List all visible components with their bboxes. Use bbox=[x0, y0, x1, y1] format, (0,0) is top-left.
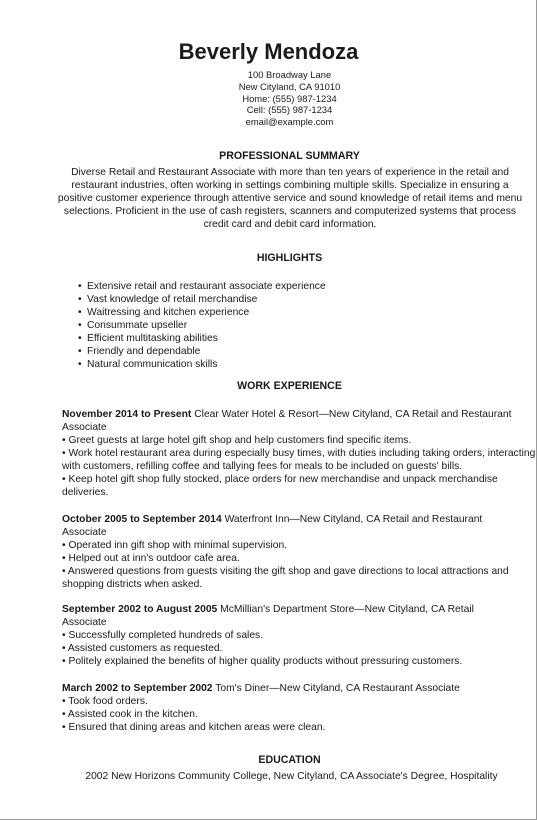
job-employer: McMillian's Department Store—New Cityland, CA Retail bbox=[220, 604, 474, 615]
job-duty: • Keep hotel gift shop fully stocked, place orders for new merchandise and unpack merchandise deliveries. bbox=[62, 474, 498, 498]
job-header bbox=[62, 682, 537, 695]
experience-heading: WORK EXPERIENCE bbox=[237, 380, 342, 392]
job-duty: • Operated inn gift shop with minimal supervision. bbox=[62, 540, 288, 551]
highlight-item: • Efficient multitasking abilities bbox=[78, 333, 218, 344]
job-duty: • Took food orders. bbox=[62, 696, 148, 707]
job-duty: • Helped out at inn's outdoor cafe area. bbox=[62, 553, 240, 564]
job-entry bbox=[62, 408, 537, 499]
job-header bbox=[62, 408, 537, 421]
job-title-cont: Associate bbox=[62, 422, 107, 433]
highlight-item: • Extensive retail and restaurant associate experience bbox=[78, 281, 326, 292]
highlight-item: • Friendly and dependable bbox=[78, 346, 201, 357]
email: email@example.com bbox=[245, 116, 334, 128]
job-duty: • Assisted customers as requested. bbox=[62, 643, 223, 654]
job-duty: • Successfully completed hundreds of sales. bbox=[62, 630, 264, 641]
summary-text: Diverse Retail and Restaurant Associate with more than ten years of experience in the retail and restaurant industries, often working in settings combining multiple skills. Specialize in ensuring a positive customer experience through attentive service and sound knowledge of retail items and menu selections. Proficient in the use of cash registers, scanners and computerized systems that process credit card and debit card information. bbox=[57, 167, 523, 230]
job-entry bbox=[62, 603, 537, 668]
job-entry bbox=[62, 513, 537, 591]
job-dates: September 2002 to August 2005 bbox=[62, 604, 218, 615]
job-entry bbox=[62, 682, 537, 734]
highlight-item: • Natural communication skills bbox=[78, 359, 218, 370]
contact-block bbox=[0, 69, 537, 128]
job-employer: Tom's Diner—New Cityland, CA Restaurant Associate bbox=[215, 683, 460, 694]
summary-heading: PROFESSIONAL SUMMARY bbox=[219, 150, 360, 162]
job-dates: November 2014 to Present bbox=[62, 409, 192, 420]
address-line-2: New Cityland, CA 91010 bbox=[238, 80, 341, 92]
highlight-item: • Vast knowledge of retail merchandise bbox=[78, 294, 258, 305]
job-title-cont: Associate bbox=[62, 617, 107, 628]
job-duty: • Assisted cook in the kitchen. bbox=[62, 709, 198, 720]
address-line-1: 100 Broadway Lane bbox=[247, 69, 332, 80]
job-duty: • Politely explained the benefits of higher quality products without pressuring customers. bbox=[62, 656, 463, 667]
job-employer: Waterfront Inn—New Cityland, CA Retail and Restaurant bbox=[224, 514, 483, 525]
education-heading: EDUCATION bbox=[258, 754, 321, 766]
highlight-item: • Waitressing and kitchen experience bbox=[78, 307, 250, 318]
job-header bbox=[62, 603, 537, 616]
job-duty: • Ensured that dining areas and kitchen areas were clean. bbox=[62, 722, 326, 733]
job-duty: • Work hotel restaurant area during especially busy times, with duties including taking orders, interacting with customers, refilling coffee and tallying fees for meals to be included on guests' bills. bbox=[62, 448, 536, 472]
job-duty: • Answered questions from guests visiting the gift shop and gave directions to local attractions and shopping districts when asked. bbox=[62, 566, 509, 590]
cell-phone: Cell: (555) 987-1234 bbox=[246, 104, 333, 116]
highlight-item: • Consummate upseller bbox=[78, 320, 188, 331]
education-entry: 2002 New Horizons Community College, New Cityland, CA Associate's Degree, Hospitality bbox=[85, 771, 498, 782]
candidate-name: Beverly Mendoza bbox=[178, 39, 359, 64]
job-duty: • Greet guests at large hotel gift shop and help customers find specific items. bbox=[62, 435, 412, 446]
job-header bbox=[62, 513, 537, 526]
highlights-heading: HIGHLIGHTS bbox=[256, 252, 323, 264]
job-dates: October 2005 to September 2014 bbox=[62, 514, 222, 525]
highlights-list bbox=[78, 280, 326, 371]
job-title-cont: Associate bbox=[62, 527, 107, 538]
job-employer: Clear Water Hotel & Resort—New Cityland, CA Retail and Restaurant bbox=[194, 409, 512, 420]
job-dates: March 2002 to September 2002 bbox=[62, 683, 213, 694]
home-phone: Home: (555) 987-1234 bbox=[242, 92, 337, 104]
